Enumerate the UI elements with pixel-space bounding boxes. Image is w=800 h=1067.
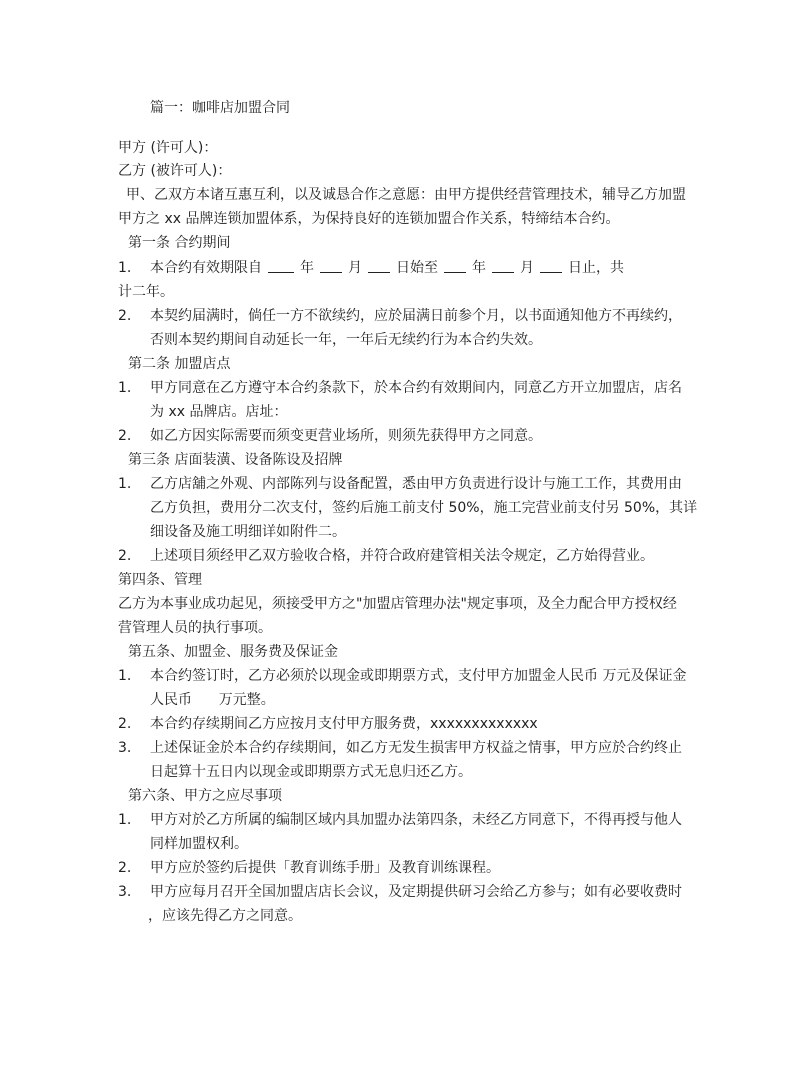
- article-5-item-1-line-2: 人民币 万元整。: [150, 692, 275, 708]
- article-5-heading: 第五条、加盟金、服务费及保证金: [128, 644, 338, 660]
- end-day-blank[interactable]: [540, 258, 562, 273]
- party-b-label: 乙方 (被许可人)：: [118, 163, 232, 179]
- article-2-item-1-number: 1.: [118, 380, 132, 396]
- end-day-unit: 日止，共: [568, 260, 624, 276]
- article-2-heading: 第二条 加盟店点: [128, 356, 231, 372]
- end-month-blank[interactable]: [492, 258, 514, 273]
- article-1-item-1-line-1: [150, 257, 624, 279]
- article-3-item-2-line-1: 上述项目须经甲乙双方验收合格，并符合政府建管相关法令规定，乙方始得营业。: [150, 548, 654, 564]
- start-month-unit: 月: [348, 260, 362, 276]
- article-1-item-2-number: 2.: [118, 308, 132, 324]
- article-5-item-3-number: 3.: [118, 740, 132, 756]
- article-6-item-1-line-1: 甲方对於乙方所属的编制区域内具加盟办法第四条，未经乙方同意下，不得再授与他人: [150, 812, 682, 828]
- intro-line-1: 甲、乙双方本诸互惠互利，以及诚恳合作之意愿：由甲方提供经营管理技术，辅导乙方加盟: [126, 187, 686, 203]
- article-1-heading: 第一条 合约期间: [128, 235, 231, 251]
- article-5-item-3-line-1: 上述保证金於本合约存续期间，如乙方无发生损害甲方权益之情事，甲方应於合约终止: [150, 740, 682, 756]
- term-start-text: 本合约有效期限自: [150, 260, 262, 276]
- end-month-unit: 月: [520, 260, 534, 276]
- party-a-label: 甲方 (许可人)：: [118, 140, 218, 156]
- article-6-item-3-line-2: ，应该先得乙方之同意。: [148, 908, 302, 924]
- article-6-item-1-number: 1.: [118, 812, 132, 828]
- article-2-item-2-number: 2.: [118, 428, 132, 444]
- end-year-unit: 年: [472, 260, 486, 276]
- article-5-item-2-number: 2.: [118, 716, 132, 732]
- article-6-item-2-number: 2.: [118, 860, 132, 876]
- article-1-item-2-line-2: 否则本契约期间自动延长一年，一年后无续约行为本合约失效。: [150, 332, 542, 348]
- article-3-item-2-number: 2.: [118, 548, 132, 564]
- article-5-item-1-line-1: 本合约签订时，乙方必须於以现金或即期票方式，支付甲方加盟金人民币 万元及保证金: [150, 668, 687, 684]
- intro-line-2: 甲方之 xx 品牌连锁加盟体系，为保持良好的连锁加盟合作关系，特缔结本合约。: [118, 211, 620, 227]
- article-3-item-1-line-3: 细设备及施工明细详如附件二。: [150, 524, 346, 540]
- article-4-line-1: 乙方为本事业成功起见，须接受甲方之"加盟店管理办法"规定事项，及全力配合甲方授权经: [118, 596, 677, 612]
- article-1-item-1-line-2: 计二年。: [118, 284, 174, 300]
- start-day-unit: 日始至: [396, 260, 438, 276]
- article-5-item-1-number: 1.: [118, 668, 132, 684]
- article-6-item-3-line-1: 甲方应每月召开全国加盟店店长会议，及定期提供研习会给乙方参与；如有必要收费时: [150, 884, 682, 900]
- article-3-item-1-number: 1.: [118, 476, 132, 492]
- article-5-item-3-line-2: 日起算十五日内以现金或即期票方式无息归还乙方。: [150, 764, 472, 780]
- article-2-item-1-line-1: 甲方同意在乙方遵守本合约条款下，於本合约有效期间内，同意乙方开立加盟店，店名: [150, 380, 682, 396]
- article-1-item-2-line-1: 本契约届满时，倘任一方不欲续约，应於届满日前参个月，以书面通知他方不再续约，: [150, 308, 682, 324]
- article-6-item-2-line-1: 甲方应於签约后提供「教育训练手册」及教育训练课程。: [150, 860, 500, 876]
- article-5-item-2-line-1: 本合约存续期间乙方应按月支付甲方服务费，xxxxxxxxxxxxx: [150, 716, 538, 732]
- article-4-heading: 第四条、管理: [118, 572, 202, 588]
- article-4-line-2: 营管理人员的执行事项。: [118, 620, 272, 636]
- start-month-blank[interactable]: [320, 258, 342, 273]
- start-day-blank[interactable]: [368, 258, 390, 273]
- article-2-item-2-line-1: 如乙方因实际需要而须变更营业场所，则须先获得甲方之同意。: [150, 428, 542, 444]
- article-3-item-1-line-1: 乙方店舖之外观、内部陈列与设备配置，悉由甲方负责进行设计与施工工作，其费用由: [150, 476, 682, 492]
- end-year-blank[interactable]: [444, 258, 466, 273]
- article-3-item-1-line-2: 乙方负担，费用分二次支付，签约后施工前支付 50%，施工完营业前支付另 50%，其详: [150, 500, 698, 516]
- article-6-heading: 第六条、甲方之应尽事项: [128, 788, 282, 804]
- article-3-heading: 第三条 店面装潢、设备陈设及招牌: [128, 452, 343, 468]
- article-1-item-1-number: 1.: [118, 260, 132, 276]
- page-title: 篇一：咖啡店加盟合同: [150, 100, 290, 116]
- article-6-item-1-line-2: 同样加盟权利。: [150, 836, 248, 852]
- start-year-unit: 年: [300, 260, 314, 276]
- start-year-blank[interactable]: [268, 258, 294, 273]
- article-2-item-1-line-2: 为 xx 品牌店。店址：: [150, 404, 288, 420]
- article-6-item-3-number: 3.: [118, 884, 132, 900]
